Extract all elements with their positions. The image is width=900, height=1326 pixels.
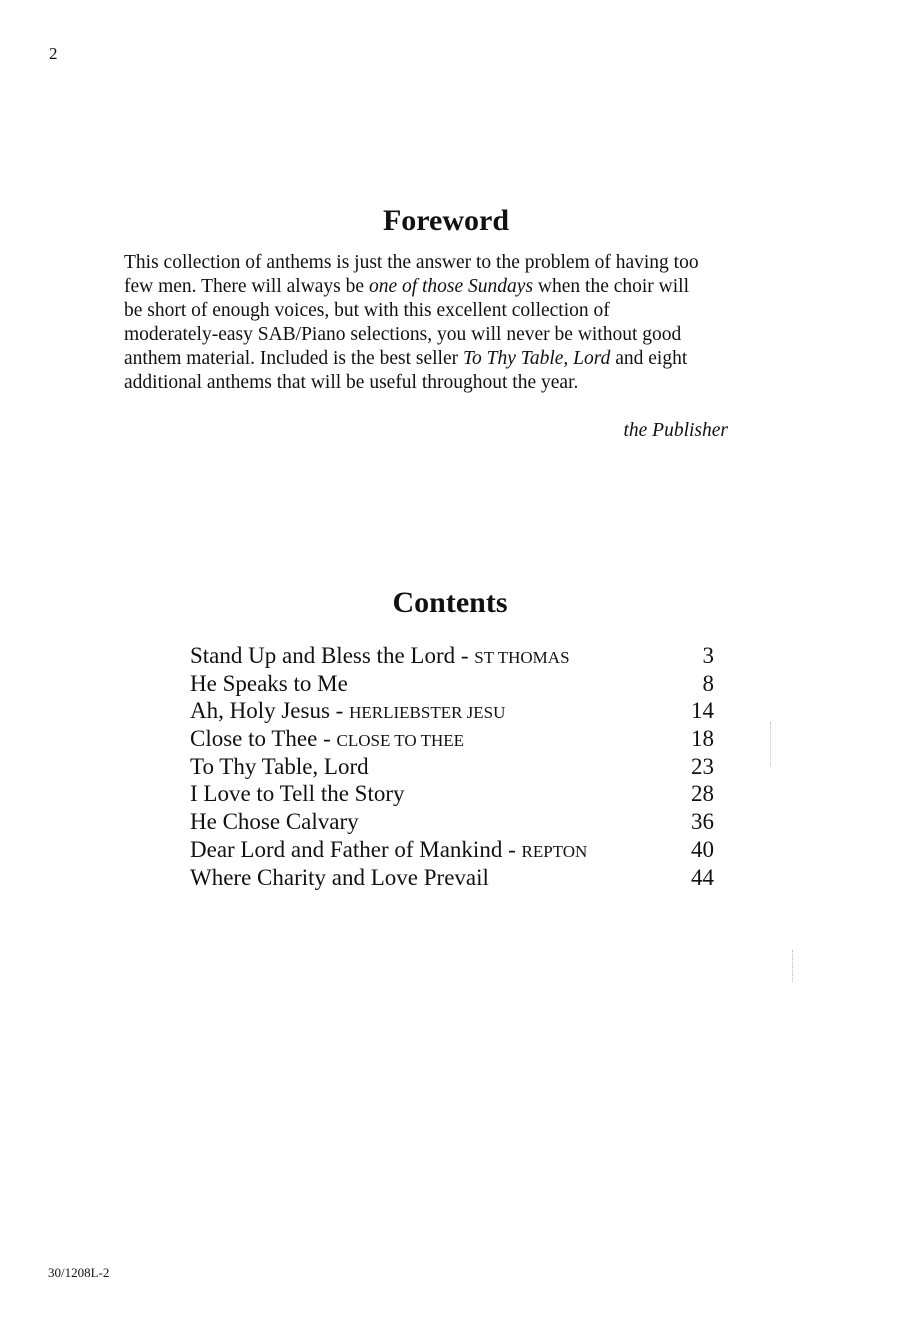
contents-item-entry: [190, 864, 489, 892]
foreword-line: [124, 323, 774, 347]
contents-item-title: He Chose Calvary: [190, 809, 359, 835]
contents-item-entry: [190, 725, 464, 755]
contents-item: [190, 836, 714, 864]
contents-item-page: 8: [702, 670, 714, 696]
contents-item-entry: [190, 670, 348, 698]
foreword-line: [124, 275, 774, 299]
foreword-line: [124, 371, 774, 395]
contents-item: [190, 753, 714, 781]
contents-item-title: To Thy Table, Lord: [190, 753, 369, 779]
foreword-title: Foreword: [382, 204, 510, 237]
contents-item-title: I Love to Tell the Story: [190, 781, 405, 807]
contents-item-entry: [190, 836, 587, 866]
scan-mark: [770, 722, 772, 766]
contents-item-entry: [190, 697, 505, 727]
contents-item-entry: [190, 753, 369, 781]
contents-item-entry: [190, 780, 405, 808]
foreword-italic-text: one of those Sundays: [368, 276, 534, 297]
contents-item-tune: CLOSE TO THEE: [336, 731, 465, 751]
contents-item: [190, 642, 714, 670]
foreword-text: moderately-easy SAB/Piano selections, you will never be without good: [124, 324, 682, 345]
contents-item-tune: REPTON: [521, 841, 588, 861]
contents-item-entry: [190, 642, 570, 672]
foreword-line: [124, 251, 774, 275]
contents-item-title: Dear Lord and Father of Mankind -: [190, 836, 522, 862]
contents-item: [190, 808, 714, 836]
contents-title: Contents: [392, 586, 508, 619]
contents-item-page: 36: [691, 809, 714, 835]
contents-item-tune: ST THOMAS: [474, 648, 570, 667]
contents-item-entry: [190, 808, 359, 836]
page-number: 2: [49, 44, 58, 63]
foreword-line: [124, 299, 774, 323]
foreword-text: additional anthems that will be useful throughout the year.: [124, 372, 579, 393]
foreword-italic-text: To Thy Table, Lord: [462, 348, 611, 369]
contents-item-page: 28: [691, 781, 714, 807]
contents-list: [190, 642, 714, 891]
foreword-text: and eight: [610, 348, 688, 369]
contents-item-page: 14: [691, 698, 714, 724]
contents-item-page: 3: [702, 643, 714, 668]
contents-item: [190, 725, 714, 753]
foreword-text: when the choir will: [533, 276, 690, 297]
foreword-text: This collection of anthems is just the answer to the problem of having too: [124, 252, 699, 273]
contents-item-page: 44: [691, 864, 714, 890]
contents-item-title: Stand Up and Bless the Lord -: [190, 643, 475, 668]
foreword-text: few men. There will always be: [124, 276, 369, 297]
footer-code: 30/1208L-2: [48, 1265, 110, 1280]
contents-item-page: 40: [691, 836, 714, 862]
foreword-text: be short of enough voices, but with this excellent collection of: [124, 300, 610, 321]
contents-item-page: 23: [691, 753, 714, 779]
contents-item-title: Close to Thee -: [190, 726, 337, 752]
foreword-body: [124, 251, 774, 395]
contents-item-title: Ah, Holy Jesus -: [190, 698, 350, 724]
foreword-signature: the Publisher: [623, 420, 728, 441]
contents-item: [190, 670, 714, 698]
scan-mark: [792, 950, 794, 982]
foreword-line: [124, 347, 774, 371]
contents-item: [190, 780, 714, 808]
contents-item: [190, 697, 714, 725]
contents-item: [190, 864, 714, 892]
contents-item-page: 18: [691, 726, 714, 752]
foreword-text: anthem material. Included is the best seller: [124, 348, 463, 369]
contents-item-tune: HERLIEBSTER JESU: [349, 703, 506, 723]
contents-item-title: Where Charity and Love Prevail: [190, 864, 489, 890]
contents-item-title: He Speaks to Me: [190, 670, 348, 696]
